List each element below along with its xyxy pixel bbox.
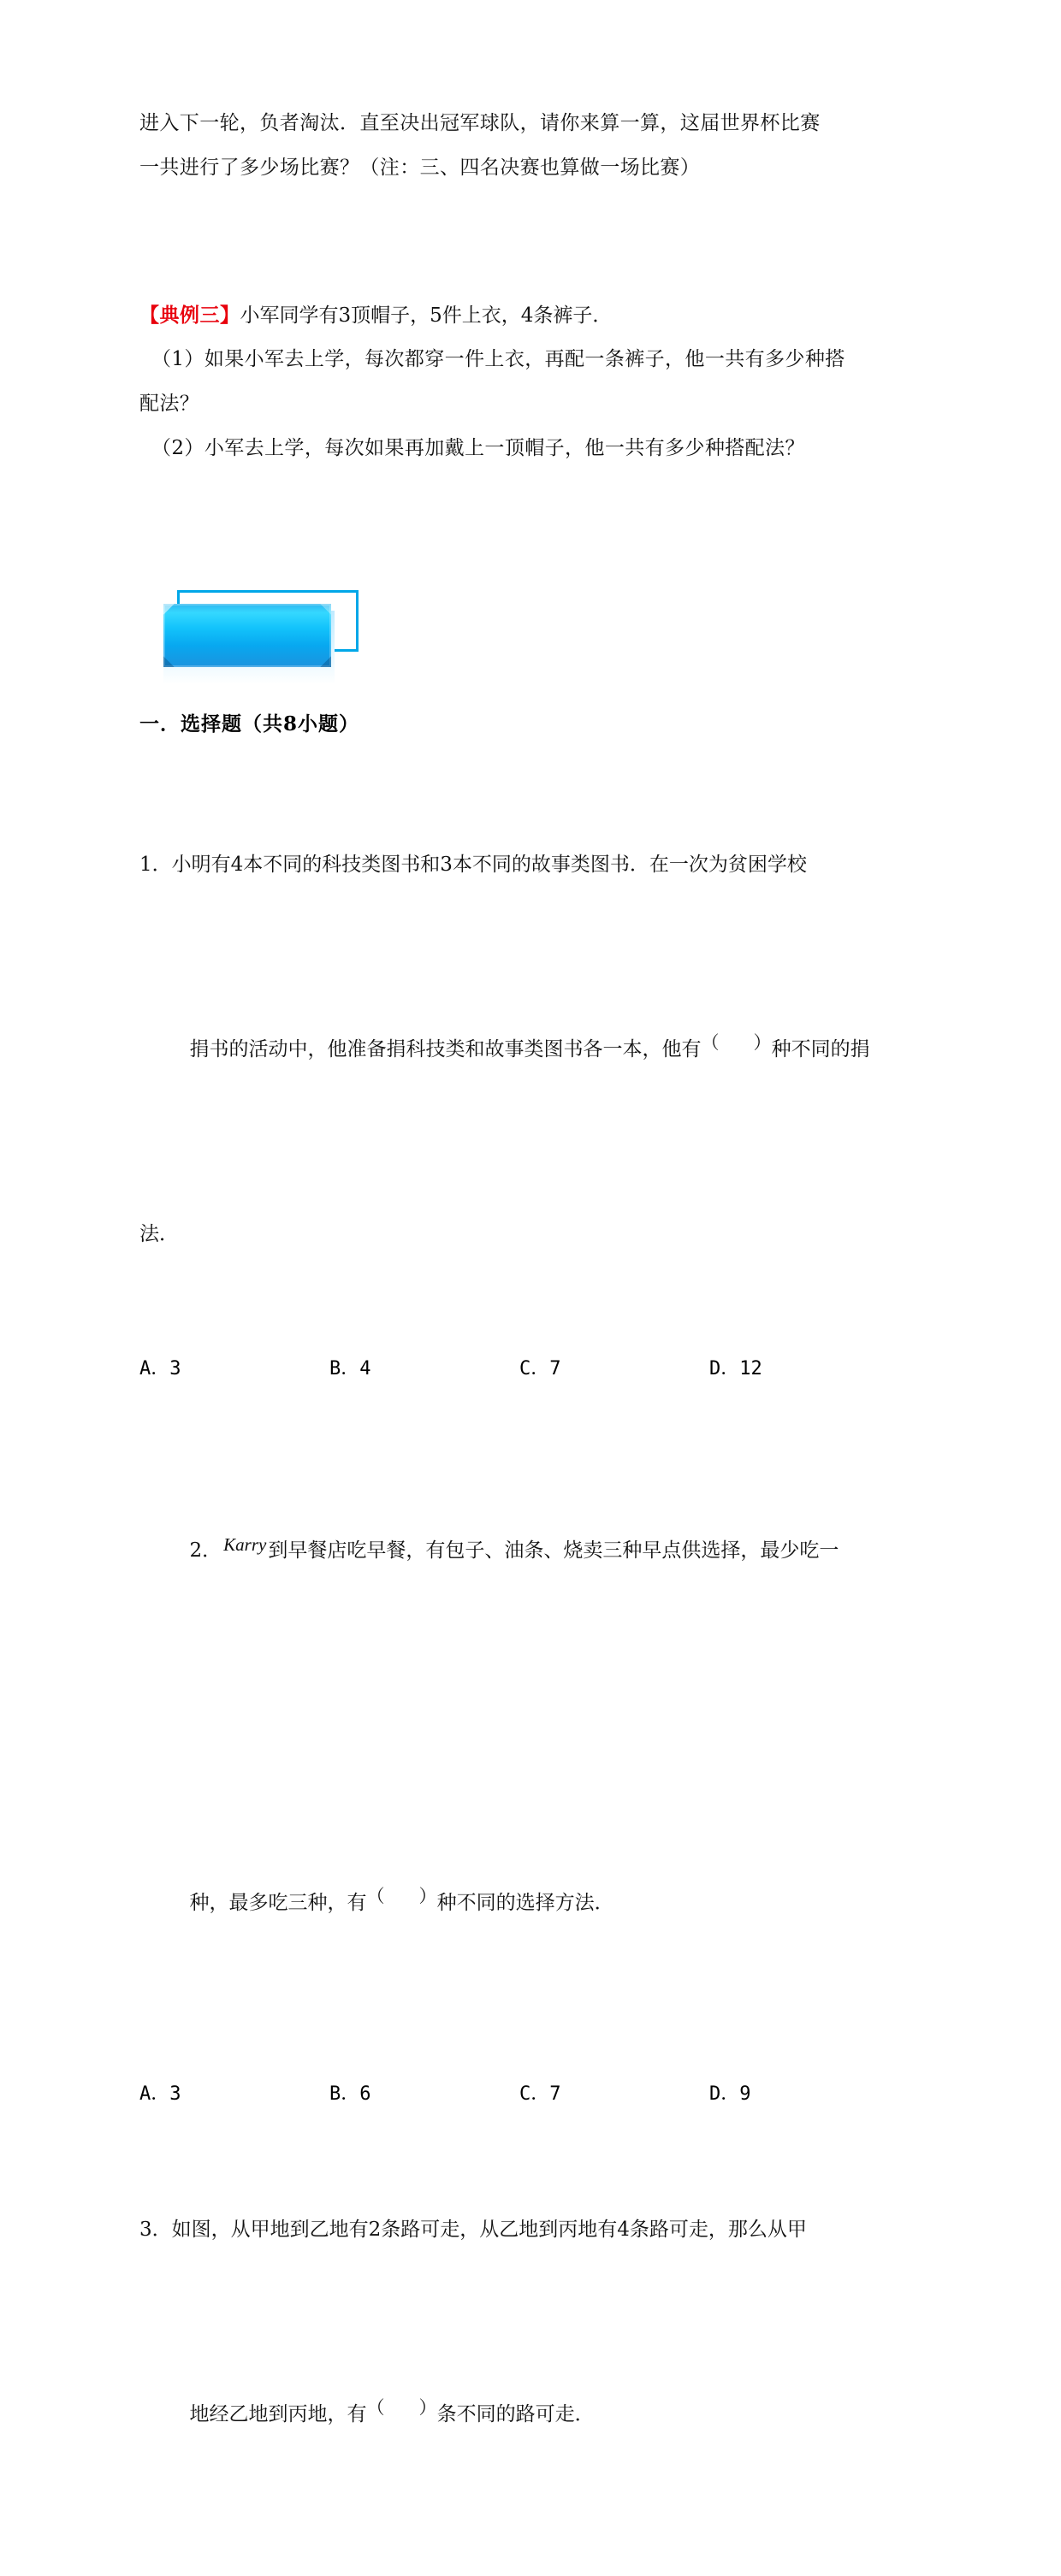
question-2-option-d[interactable]: D．9 <box>709 2083 751 2105</box>
question-3 <box>139 2114 927 2576</box>
question-2-number: 2． <box>189 1539 222 1562</box>
question-1-line-2 <box>139 980 927 1119</box>
top-paragraph-line-1: 进入下一轮，负者淘汰．直至决出冠军球队，请你来算一算，这届世界杯比赛 <box>139 112 821 134</box>
question-1-option-a[interactable]: A．3 <box>139 1358 181 1380</box>
question-2-line-1-post: 到早餐店吃早餐，有包子、油条、烧卖三种早点供选择，最少吃一 <box>268 1539 839 1562</box>
question-2-option-c[interactable]: C．7 <box>519 2083 561 2105</box>
question-1-answer-blank[interactable]: （ ） <box>701 1032 772 1053</box>
question-1-option-c[interactable]: C．7 <box>519 1358 561 1380</box>
question-2-line-2-pre: 种，最多吃三种，有 <box>189 1892 367 1914</box>
question-1 <box>139 749 927 1350</box>
page-content <box>139 0 927 2576</box>
banner-button-plate <box>163 604 331 667</box>
example-sub-question-1-line-2: 配法？ <box>139 393 200 415</box>
top-margin-spacer <box>139 0 927 101</box>
gap-after-top-paragraph <box>139 190 927 294</box>
question-2 <box>139 1389 927 2065</box>
example-stem: 小军同学有3顶帽子，5件上衣，4条裤子． <box>240 304 613 327</box>
question-1-line-2-post: 种不同的捐 <box>771 1038 870 1061</box>
question-1-option-d[interactable]: D．12 <box>709 1358 762 1380</box>
question-2-options <box>139 2075 927 2114</box>
section-heading-choice-questions: 一．选择题（共8小题） <box>139 712 360 736</box>
question-2-option-a[interactable]: A．3 <box>139 2083 181 2105</box>
question-3-line-1: 3．如图，从甲地到乙地有2条路可走，从乙地到丙地有4条路可走，那么从甲 <box>139 2219 807 2241</box>
gap-after-banner <box>139 686 927 705</box>
question-3-answer-blank[interactable]: （ ） <box>366 2397 437 2418</box>
question-1-line-1: 1．小明有4本不同的科技类图书和3本不同的故事类图书．在一次为贫困学校 <box>139 854 807 876</box>
question-2-line-2 <box>139 1834 927 1972</box>
question-3-line-2-post: 条不同的路可走． <box>436 2403 595 2425</box>
question-1-options <box>139 1350 927 1389</box>
example-sub-question-2: （2）小军去上学，每次如果再加戴上一顶帽子，他一共有多少种搭配法？ <box>151 437 805 459</box>
question-2-person-name: Karry <box>223 1534 267 1555</box>
question-1-line-2-pre: 捐书的活动中，他准备捐科技类和故事类图书各一本，他有 <box>189 1038 702 1061</box>
example-tag: 【典例三】 <box>139 304 240 327</box>
question-3-line-2 <box>139 2345 927 2484</box>
question-2-option-b[interactable]: B．6 <box>329 2083 371 2105</box>
gap-before-banner <box>139 470 927 590</box>
example-sub-question-1-line-1: （1）如果小军去上学，每次都穿一件上衣，再配一条裤子，他一共有多少种搭 <box>151 348 845 370</box>
example-three-heading <box>139 294 927 337</box>
question-2-line-gap <box>139 1712 927 1741</box>
question-3-line-2-pre: 地经乙地到丙地，有 <box>189 2403 367 2425</box>
special-training-banner <box>155 590 377 686</box>
question-2-answer-blank[interactable]: （ ） <box>366 1886 437 1906</box>
question-1-line-3: 法． <box>139 1223 179 1245</box>
question-1-option-b[interactable]: B．4 <box>329 1358 371 1380</box>
question-2-line-1 <box>139 1481 927 1620</box>
top-paragraph-line-2: 一共进行了多少场比赛？（注：三、四名决赛也算做一场比赛） <box>139 157 701 179</box>
gap-before-question-2-options <box>139 2065 927 2075</box>
question-2-line-2-post: 种不同的选择方法． <box>436 1892 614 1914</box>
